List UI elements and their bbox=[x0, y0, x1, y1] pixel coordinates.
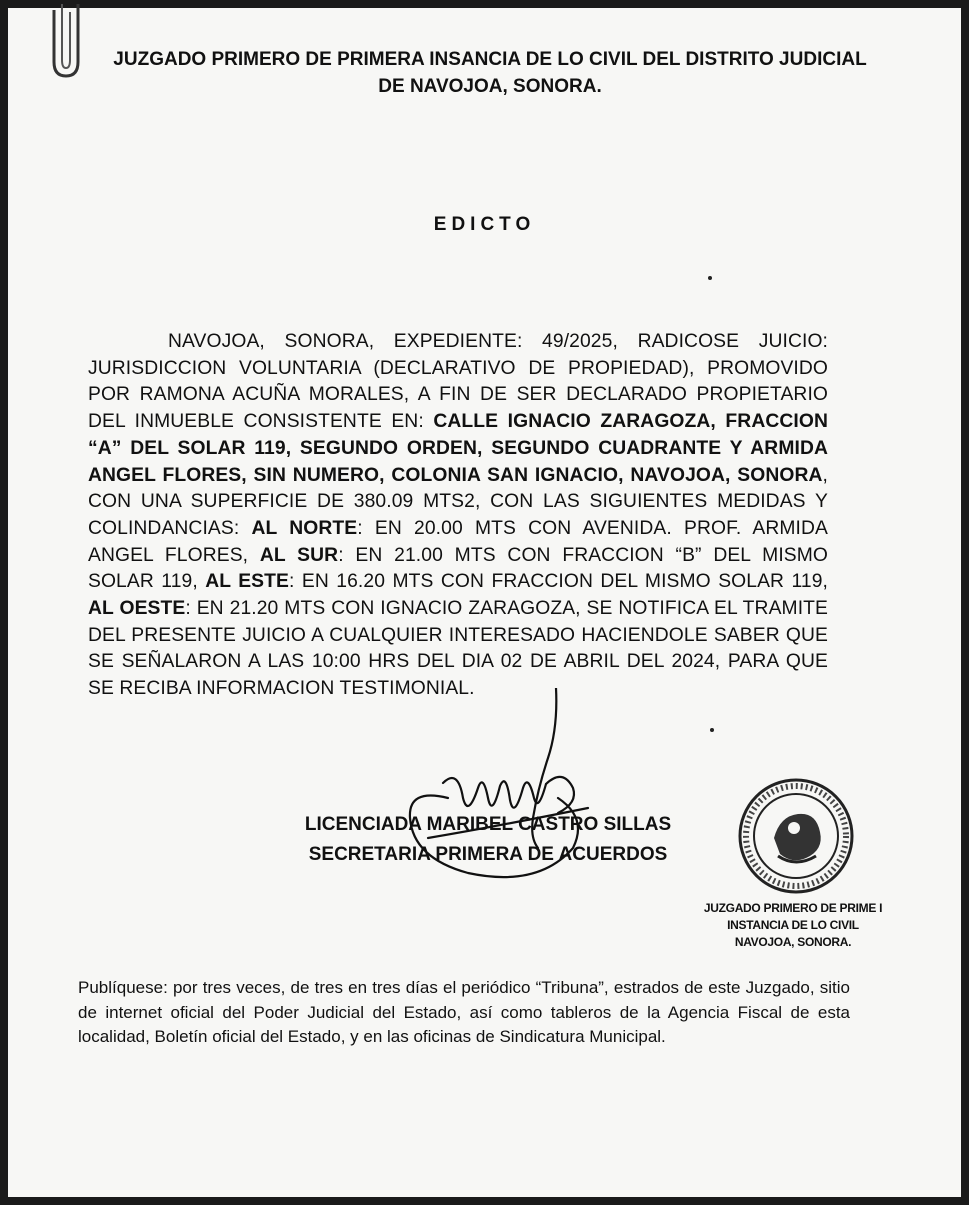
court-header-line-1: JUZGADO PRIMERO DE PRIMERA INSANCIA DE LO CIVIL DEL DISTRITO JUDICIAL bbox=[113, 49, 867, 70]
boundary-east: AL ESTE bbox=[205, 571, 289, 593]
boundary-north: AL NORTE bbox=[251, 517, 358, 539]
body-text-1: NAVOJOA, SONORA, EXPEDIENTE: 49/2025, RADICOSE JUICIO: JURISDICCION VOLUNTARIA (DECLARATIVO DE PROPIEDAD), PROMOVIDO POR RAMONA ACUÑA MORALES, A FIN DE SER DECLARADO PROPIETARIO DEL INMUEBLE CONSISTENTE EN: bbox=[88, 331, 828, 433]
seal-caption-line-3: NAVOJOA, SONORA. bbox=[734, 935, 852, 949]
court-seal-icon bbox=[736, 776, 856, 896]
court-header bbox=[90, 46, 890, 100]
handwritten-signature bbox=[388, 688, 608, 898]
property-address: CALLE IGNACIO ZARAGOZA, FRACCION “A” DEL SOLAR 119, SEGUNDO ORDEN, SEGUNDO CUADRANTE Y ARMIDA ANGEL FLORES, SIN NUMERO, COLONIA SAN IGNACIO, NAVOJOA, SONORA bbox=[88, 411, 828, 486]
body-text-4: : EN 21.00 MTS CON FRACCION “B” DEL MISMO SOLAR 119, bbox=[88, 544, 829, 593]
signatory-name: LICENCIADA MARIBEL CASTRO SILLAS bbox=[304, 814, 672, 835]
boundary-south: AL SUR bbox=[259, 544, 339, 566]
body-text-3: : EN 20.00 MTS CON AVENIDA. PROF. ARMIDA ANGEL FLORES, bbox=[88, 517, 828, 566]
signatory-position: SECRETARIA PRIMERA DE ACUERDOS bbox=[308, 844, 668, 865]
speck bbox=[710, 728, 714, 732]
paperclip-icon bbox=[48, 2, 90, 82]
seal-caption-line-2: INSTANCIA DE LO CIVIL bbox=[727, 918, 859, 932]
document-page bbox=[8, 8, 961, 1197]
seal-caption-line-1: JUZGADO PRIMERO DE PRIME I bbox=[703, 901, 883, 915]
speck bbox=[708, 276, 712, 280]
publication-note: Publíquese: por tres veces, de tres en tres días el periódico “Tribuna”, estrados de este Juzgado, sitio de internet oficial del Poder Judicial del Estado, así como tableros de la Agencia Fiscal de esta localidad, Boletín oficial del Estado, y en las oficinas de Sindicatura Municipal. bbox=[78, 978, 850, 1046]
body-text-2: , CON UNA SUPERFICIE DE 380.09 MTS2, CON LAS SIGUIENTES MEDIDAS Y COLINDANCIAS: bbox=[88, 464, 828, 539]
seal-caption bbox=[688, 900, 898, 951]
document-title: EDICTO bbox=[433, 214, 536, 235]
edict-body bbox=[88, 329, 828, 703]
body-text-5: : EN 16.20 MTS CON FRACCION DEL MISMO SOLAR 119, bbox=[288, 571, 828, 593]
boundary-west: AL OESTE bbox=[88, 598, 186, 620]
court-header-line-2: DE NAVOJOA, SONORA. bbox=[378, 76, 602, 97]
body-text-6: : EN 21.20 MTS CON IGNACIO ZARAGOZA, SE NOTIFICA EL TRAMITE DEL PRESENTE JUICIO A CUALQUIER INTERESADO HACIENDOLE SABER QUE SE SEÑALARON A LAS 10:00 HRS DEL DIA 02 DE ABRIL DEL 2024, PARA QUE SE RECIBA INFORMACION TESTIMONIAL. bbox=[88, 598, 828, 700]
